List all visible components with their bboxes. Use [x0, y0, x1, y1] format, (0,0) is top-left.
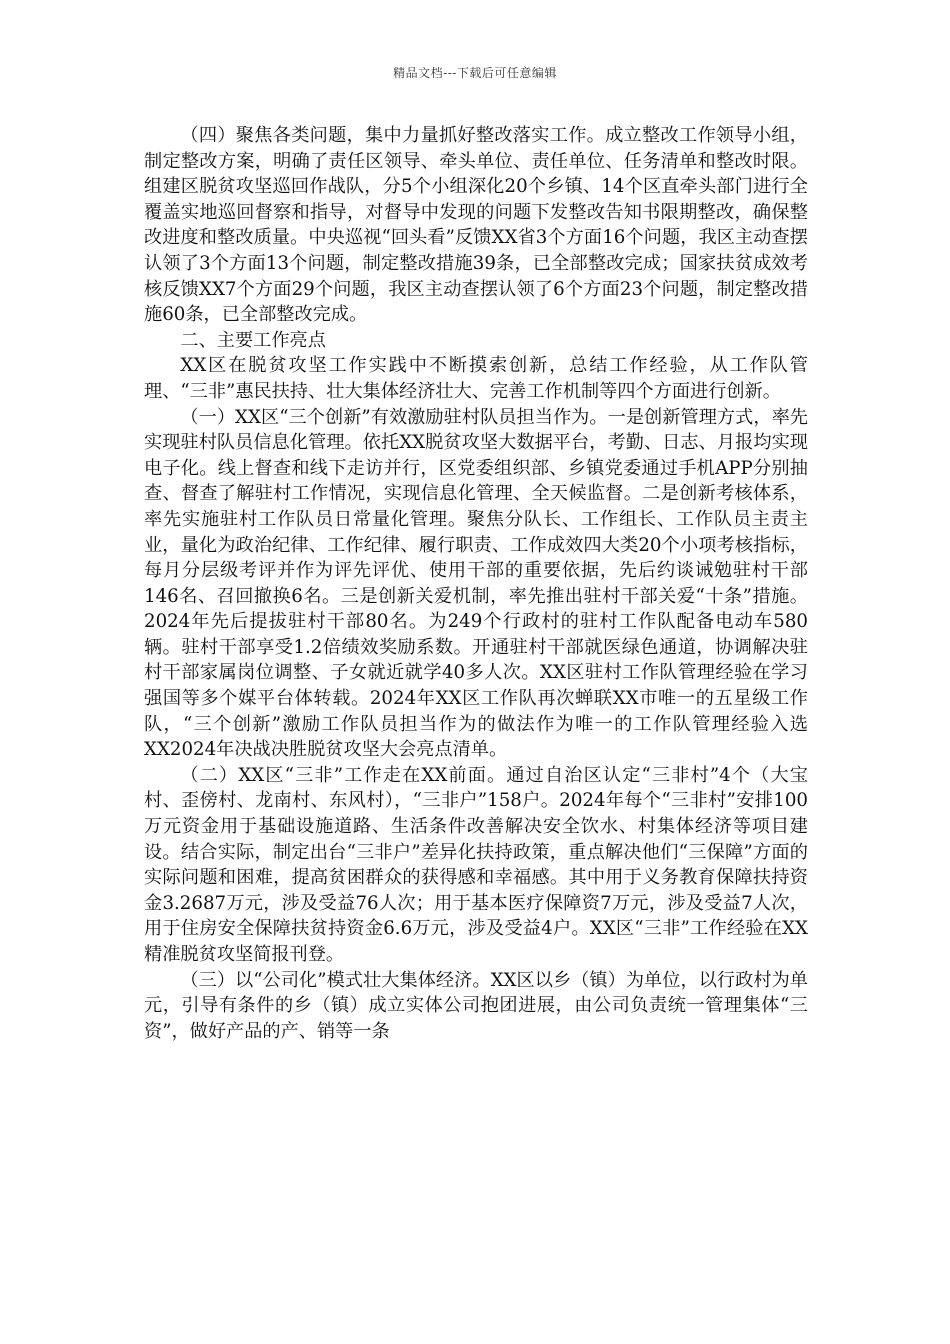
paragraph-three-innovations: （一）XX区“三个创新”有效激励驻村队员担当作为。一是创新管理方式，率先实现驻村队员信息化管理。依托XX脱贫攻坚大数据平台，考勤、日志、月报均实现电子化。线上督查和线下走访并行，区党委组织部、乡镇党委通过手机APP分别抽查、督查了解驻村工作情况，实现信息化管理、全天候监督。二是创新考核体系，率先实施驻村工作队员日常量化管理。聚焦分队长、工作组长、工作队员主责主业，量化为政治纪律、工作纪律、履行职责、工作成效四大类20个小项考核指标，每月分层级考评并作为评先评优、使用干部的重要依据，先后约谈诫勉驻村干部146名、召回撤换6名。三是创新关爱机制，率先推出驻村干部关爱“十条”措施。2024年先后提拔驻村干部80名。为249个行政村的驻村工作队配备电动车580辆。驻村干部享受1.2倍绩效奖励系数。开通驻村干部就医绿色通道，协调解决驻村干部家属岗位调整、子女就近就学40多人次。XX区驻村工作队管理经验在学习强国等多个媒平台体转载。2024年XX区工作队再次蝉联XX市唯一的五星级工作队，“三个创新”激励工作队员担当作为的做法作为唯一的工作队管理经验入选XX2024年决战决胜脱贫攻坚大会亮点清单。	[144, 406, 808, 761]
paragraph-rectification: （四）聚焦各类问题，集中力量抓好整改落实工作。成立整改工作领导小组，制定整改方案，明确了责任区领导、牵头单位、责任单位、任务清单和整改时限。组建区脱贫攻坚巡回作战队，分5个小组深化20个乡镇、14个区直牵头部门进行全覆盖实地巡回督察和指导，对督导中发现的问题下发整改告知书限期整改，确保整改进度和整改质量。中央巡视“回头看”反馈XX省3个方面16个问题，我区主动查摆认领了3个方面13个问题，制定整改措施39条，已全部整改完成；国家扶贫成效考核反馈XX7个方面29个问题，我区主动查摆认领了6个方面23个问题，制定整改措施60条，已全部整改完成。	[144, 125, 808, 326]
paragraph-three-non: （二）XX区“三非”工作走在XX前面。通过自治区认定“三非村”4个（大宝村、歪傍村、龙南村、东风村），“三非户”158户。2024年每个“三非村”安排100万元资金用于基础设施道路、生活条件改善解决安全饮水、村集体经济等项目建设。结合实际，制定出台“三非户”差异化扶持政策，重点解决他们“三保障”方面的实际问题和困难，提高贫困群众的获得感和幸福感。其中用于义务教育保障扶持资金3.2687万元，涉及受益76人次；用于基本医疗保障资7万元，涉及受益7人次，用于住房安全保障扶贫持资金6.6万元，涉及受益4户。XX区“三非”工作经验在XX精准脱贫攻坚简报刊登。	[144, 764, 808, 965]
section-heading-highlights: 二、主要工作亮点	[180, 329, 326, 351]
paragraph-highlights-intro: XX区在脱贫攻坚工作实践中不断摸索创新，总结工作经验，从工作队管理、“三非”惠民扶持、壮大集体经济壮大、完善工作机制等四个方面进行创新。	[144, 355, 808, 402]
paragraph-company-model: （三）以“公司化”模式壮大集体经济。XX区以乡（镇）为单位，以行政村为单元，引导有条件的乡（镇）成立实体公司抱团进展，由公司负责统一管理集体“三资”，做好产品的产、销等一条	[144, 969, 808, 1042]
page-header: 精品文档---下载后可任意编辑	[393, 66, 557, 80]
document-body	[144, 123, 808, 1044]
